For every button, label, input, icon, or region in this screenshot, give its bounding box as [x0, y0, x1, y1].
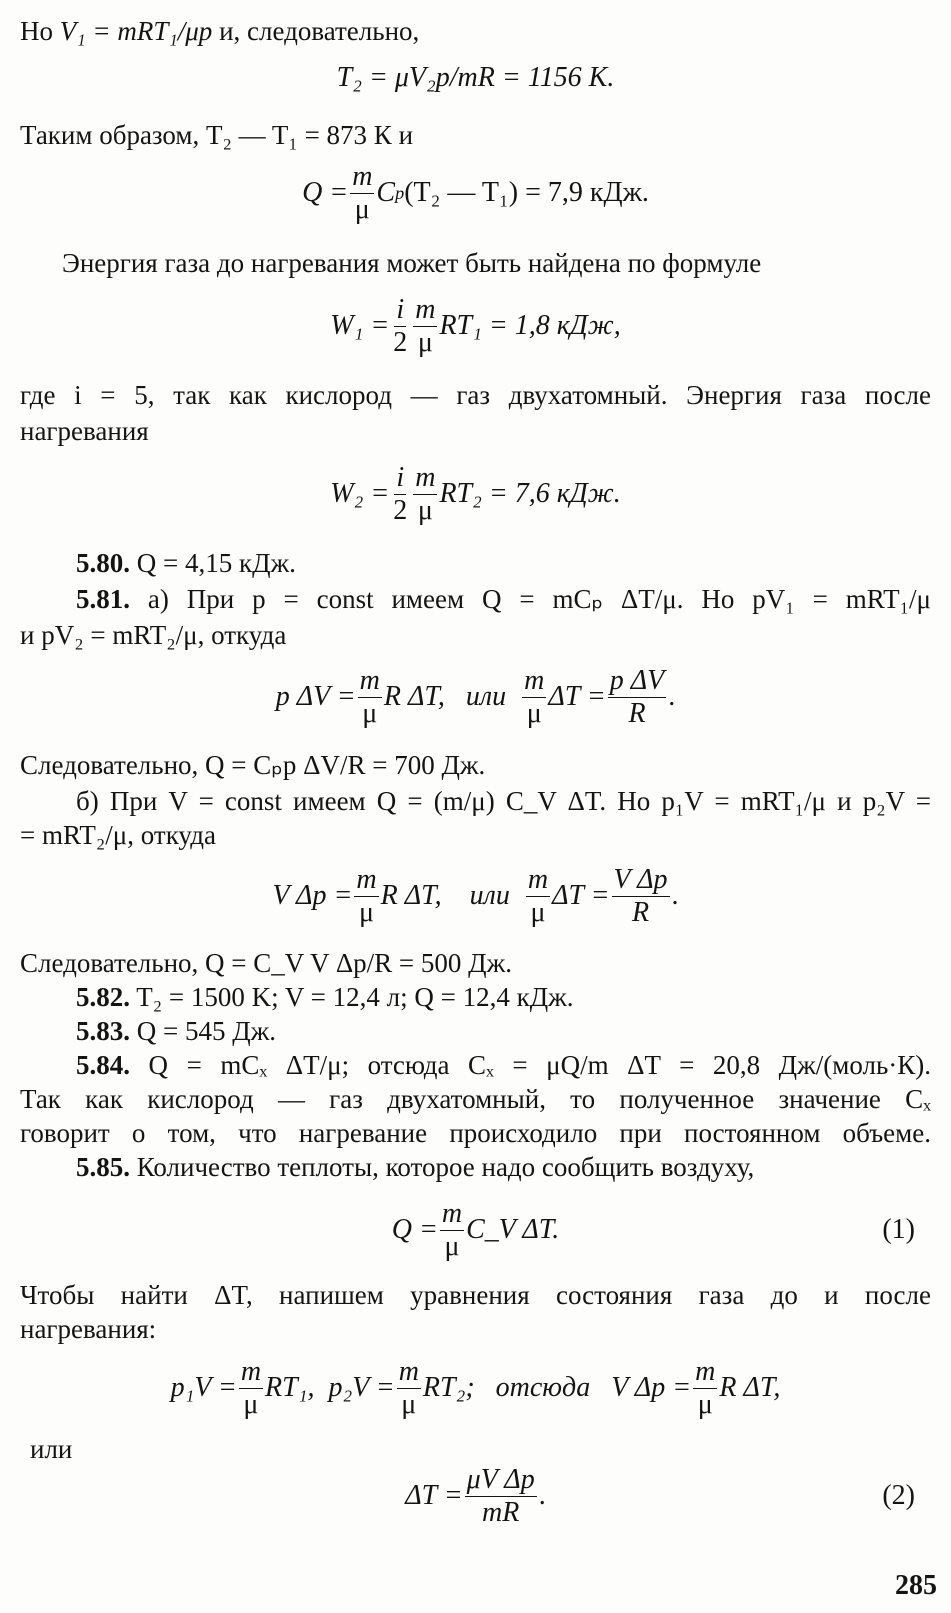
equation-w2: W₂ = $\frac{i}{2}$ $\frac{m}{\mu}$ RT₂ = 7,6 кДж.	[330, 461, 621, 526]
equation-number: (1)	[882, 1214, 915, 1245]
text-line: Следовательно, Q = C_V V Δp/R = 500 Дж.	[20, 948, 512, 978]
equation-q: Q = $\frac{m}{\mu}$ C p (T₂ — T₁) = 7,9 кДж.	[302, 160, 649, 225]
fraction: $\frac{m}{\mu}$	[240, 1355, 262, 1420]
text-line: нагревания	[20, 416, 149, 446]
text-line: и pV₂ = mRT₂/μ, откуда	[20, 620, 287, 650]
equation-number: (2)	[882, 1480, 915, 1511]
text-line: говорит о том, что нагревание происходило при постоянном объеме.	[20, 1118, 931, 1148]
equation-1: Q = $\frac{m}{\mu}$ C_V ΔT. (1)	[391, 1197, 915, 1262]
problem-5-83: 5.83. Q = 545 Дж.	[76, 1016, 277, 1046]
equation-5-81b: V Δp = $\frac{m}{\mu}$ R ΔT, или $\frac{m}{\mu}$ ΔT = $\frac{\text{V Δp}}{R}$ .	[272, 863, 679, 928]
text-line: Энергия газа до нагревания может быть найдена по формуле	[62, 248, 762, 278]
equation-w1: W₁ = $\frac{i}{2}$ $\frac{m}{\mu}$ RT₁ = 1,8 кДж,	[330, 293, 621, 358]
problem-5-81: 5.81. а) При p = const имеем Q = mCₚ ΔT/μ. Но pV₁ = mRT₁/μ	[76, 584, 931, 614]
fraction: $\frac{m}{\mu}$	[398, 1355, 419, 1420]
text-line: б) При V = const имеем Q = (m/μ) C_V ΔT. Но p₁V = mRT₁/μ и p₂V =	[76, 786, 931, 816]
fraction: $\frac{m}{\mu}$	[415, 461, 436, 526]
fraction: $\frac{m}{\mu}$	[441, 1197, 463, 1262]
equation-5-81a: p ΔV = $\frac{m}{\mu}$ R ΔT, или $\frac{m}{\mu}$ ΔT = $\frac{\text{p ΔV}}{R}$ .	[275, 664, 676, 729]
fraction: $\frac{\text{V Δp}}{R}$	[613, 863, 668, 928]
fraction: $\frac{\text{p ΔV}}{R}$	[609, 664, 665, 729]
fraction: $\frac{m}{\mu}$	[359, 664, 380, 729]
text-line: Чтобы найти ΔT, напишем уравнения состояния газа до и после	[20, 1280, 931, 1310]
text-line: где i = 5, так как кислород — газ двухатомный. Энергия газа после	[20, 380, 931, 410]
equation-2: ΔT = $\frac{\text{μV Δp}}{mR}$ . (2)	[405, 1463, 915, 1528]
text-line: = mRT₂/μ, откуда	[20, 820, 216, 850]
problem-5-80: 5.80. Q = 4,15 кДж.	[76, 548, 296, 578]
text-line: нагревания:	[20, 1314, 157, 1344]
equation-state: p₁V = $\frac{m}{\mu}$ RT₁, p₂V = $\frac{m}{\mu}$ RT₂; отсюда V Δp = $\frac{m}{\mu}$ R ΔT,	[170, 1355, 781, 1420]
text-line: Таким образом, T₂ — T₁ = 873 К и	[20, 120, 414, 150]
fraction: $\frac{i}{2}$	[393, 293, 408, 358]
fraction: $\frac{m}{\mu}$	[415, 293, 436, 358]
fraction: $\frac{i}{2}$	[393, 461, 408, 526]
text-line: Но V₁ = mRT₁/μp и, следовательно,	[20, 16, 420, 46]
fraction: $\frac{m}{\mu}$	[356, 863, 377, 928]
fraction: $\frac{m}{\mu}$	[352, 160, 373, 225]
text-line: или	[30, 1434, 73, 1464]
equation-t2: T₂ = μV₂p/mR = 1156 K.	[336, 62, 615, 93]
text-line: Следовательно, Q = Cₚp ΔV/R = 700 Дж.	[20, 750, 486, 780]
problem-5-85: 5.85. Количество теплоты, которое надо сообщить воздуху,	[76, 1152, 755, 1182]
problem-5-84: 5.84. Q = mCₓ ΔT/μ; отсюда Cₓ = μQ/m ΔT = 20,8 Дж/(моль·К).	[76, 1050, 931, 1080]
fraction: $\frac{m}{\mu}$	[695, 1355, 716, 1420]
fraction: $\frac{m}{\mu}$	[527, 863, 549, 928]
fraction: $\frac{m}{\mu}$	[524, 664, 545, 729]
page-number: 285	[895, 1570, 937, 1601]
text-line: Так как кислород — газ двухатомный, то полученное значение Cₓ	[20, 1084, 931, 1114]
fraction: $\frac{\text{μV Δp}}{mR}$	[466, 1463, 535, 1528]
problem-5-82: 5.82. T₂ = 1500 K; V = 12,4 л; Q = 12,4 кДж.	[76, 982, 574, 1012]
